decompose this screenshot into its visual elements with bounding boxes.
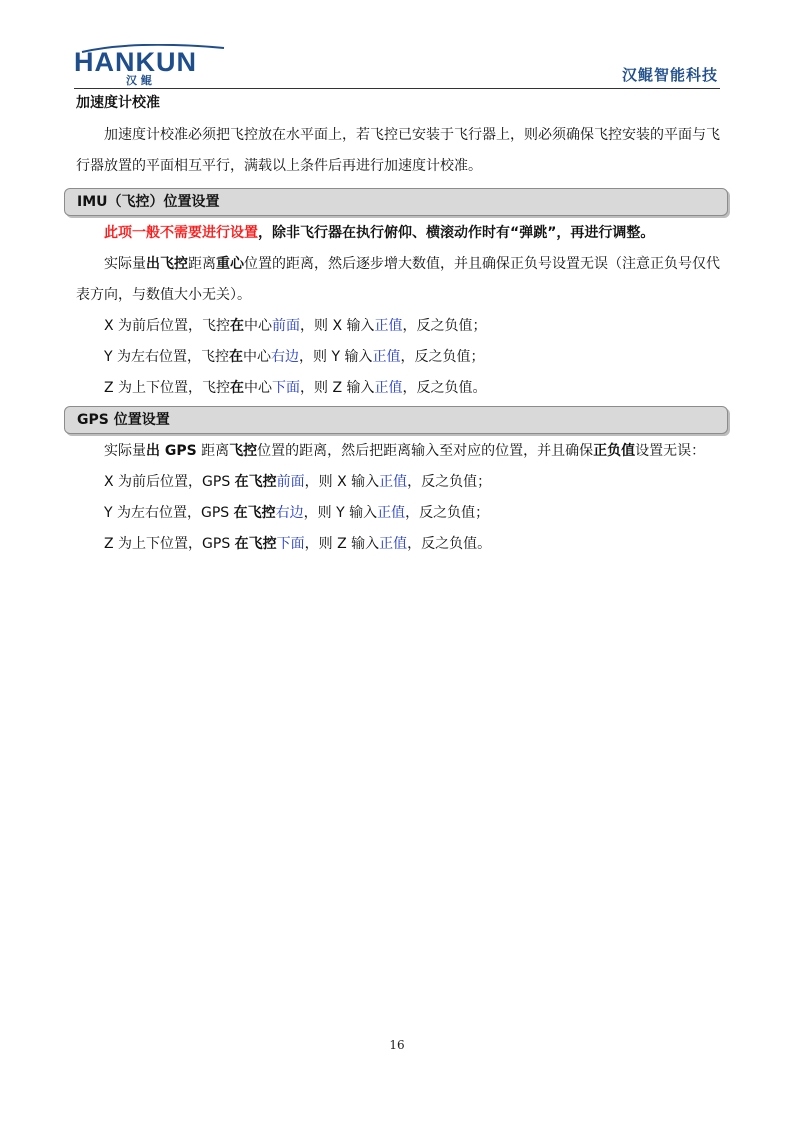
text-run: 中心 [244, 380, 273, 396]
gps-line-x [76, 467, 720, 498]
text-run: ，则 X 输入 [304, 474, 380, 490]
section-title-gps: GPS 位置设置 [77, 412, 170, 428]
svg-text:汉 鲲: 汉 鲲 [126, 74, 152, 86]
warning-rest-text: ，除非飞行器在执行俯仰、横滚动作时有“弹跳”，再进行调整。 [258, 225, 655, 241]
text-run: 在飞控 [234, 536, 277, 552]
text-run: ，则 Y 输入 [303, 505, 378, 521]
text-run: 飞控 [229, 443, 258, 459]
text-run: ，则 Z 输入 [300, 380, 375, 396]
gps-intro [76, 436, 720, 467]
document-body [76, 92, 720, 560]
text-run: 位置的距离，然后把距离输入至对应的位置，并且确保 [257, 443, 594, 459]
gps-line-y [76, 498, 720, 529]
value-text: 正值 [379, 536, 408, 552]
text-run: 在 [230, 380, 245, 396]
imu-line-y [76, 342, 720, 373]
section-title-accelerometer: 加速度计校准 [76, 95, 160, 111]
page-number: 16 [389, 1038, 405, 1052]
text-run: 位置的距离，然后逐步增大数值，并且确保正负号设置无误（注意正负号仅代表方向，与数值大小无关）。 [76, 256, 720, 303]
hankun-logo-graphic [74, 44, 234, 86]
section-title-imu: IMU（飞控）位置设置 [77, 194, 220, 210]
section-bar-gps [64, 406, 728, 434]
header-divider [74, 88, 720, 89]
text-run: 设置无误： [635, 443, 706, 459]
imu-line-z [76, 373, 720, 404]
text-run: ，反之负值； [400, 349, 485, 365]
text-run: 正负值 [593, 443, 636, 459]
direction-text: 下面 [276, 536, 305, 552]
section-bar-imu [64, 188, 728, 216]
gps-line-z [76, 529, 720, 560]
text-run: ，反之负值； [402, 318, 487, 334]
value-text: 正值 [379, 474, 408, 490]
text-run: ，则 X 输入 [300, 318, 375, 334]
text-run: ，反之负值； [407, 474, 492, 490]
text-run: X 为前后位置，飞控 [104, 318, 231, 334]
text-run: 在 [230, 318, 245, 334]
svg-text:HANKUN: HANKUN [74, 47, 197, 77]
text-run: 在飞控 [234, 474, 277, 490]
text-run: 距离 [196, 443, 230, 459]
text-run: ，反之负值。 [407, 536, 492, 552]
value-text: 正值 [374, 380, 403, 396]
imu-line-x [76, 311, 720, 342]
text-run: 实际量 [104, 443, 146, 459]
value-text: 正值 [372, 349, 401, 365]
text-run: Y 为左右位置，GPS [104, 505, 234, 521]
direction-text: 下面 [272, 380, 301, 396]
text-run: 实际量 [104, 256, 146, 272]
direction-text: 前面 [276, 474, 305, 490]
direction-text: 右边 [271, 349, 300, 365]
text-run: 重心 [216, 256, 244, 272]
value-text: 正值 [377, 505, 406, 521]
text-run: 中心 [244, 318, 273, 334]
text-run: Y 为左右位置，飞控 [104, 349, 230, 365]
text-run: ，反之负值。 [402, 380, 487, 396]
value-text: 正值 [374, 318, 403, 334]
text-run: Z 为上下位置，飞控 [104, 380, 231, 396]
company-name: 汉鲲智能科技 [621, 66, 718, 84]
text-run: X 为前后位置，GPS [104, 474, 235, 490]
text-run: 出飞控 [146, 256, 188, 272]
page-header [74, 44, 720, 88]
text-run: ，反之负值； [405, 505, 490, 521]
text-run: ，则 Z 输入 [304, 536, 380, 552]
text-run: 中心 [243, 349, 272, 365]
text-run: 在 [229, 349, 244, 365]
imu-warning [76, 218, 720, 249]
text-run: 距离 [188, 256, 216, 272]
text-run: 在飞控 [233, 505, 276, 521]
imu-intro [76, 249, 720, 311]
text-run: Z 为上下位置，GPS [104, 536, 235, 552]
warning-red-text: 此项一般不需要进行设置 [104, 225, 258, 241]
direction-text: 右边 [275, 505, 304, 521]
direction-text: 前面 [272, 318, 301, 334]
accelerometer-paragraph: 加速度计校准必须把飞控放在水平面上，若飞控已安装于飞行器上，则必须确保飞控安装的平面与飞行器放置的平面相互平行，满载以上条件后再进行加速度计校准。 [76, 127, 720, 174]
hankun-logo [74, 44, 234, 86]
text-run: ，则 Y 输入 [299, 349, 373, 365]
text-run: 出 GPS [146, 443, 197, 459]
